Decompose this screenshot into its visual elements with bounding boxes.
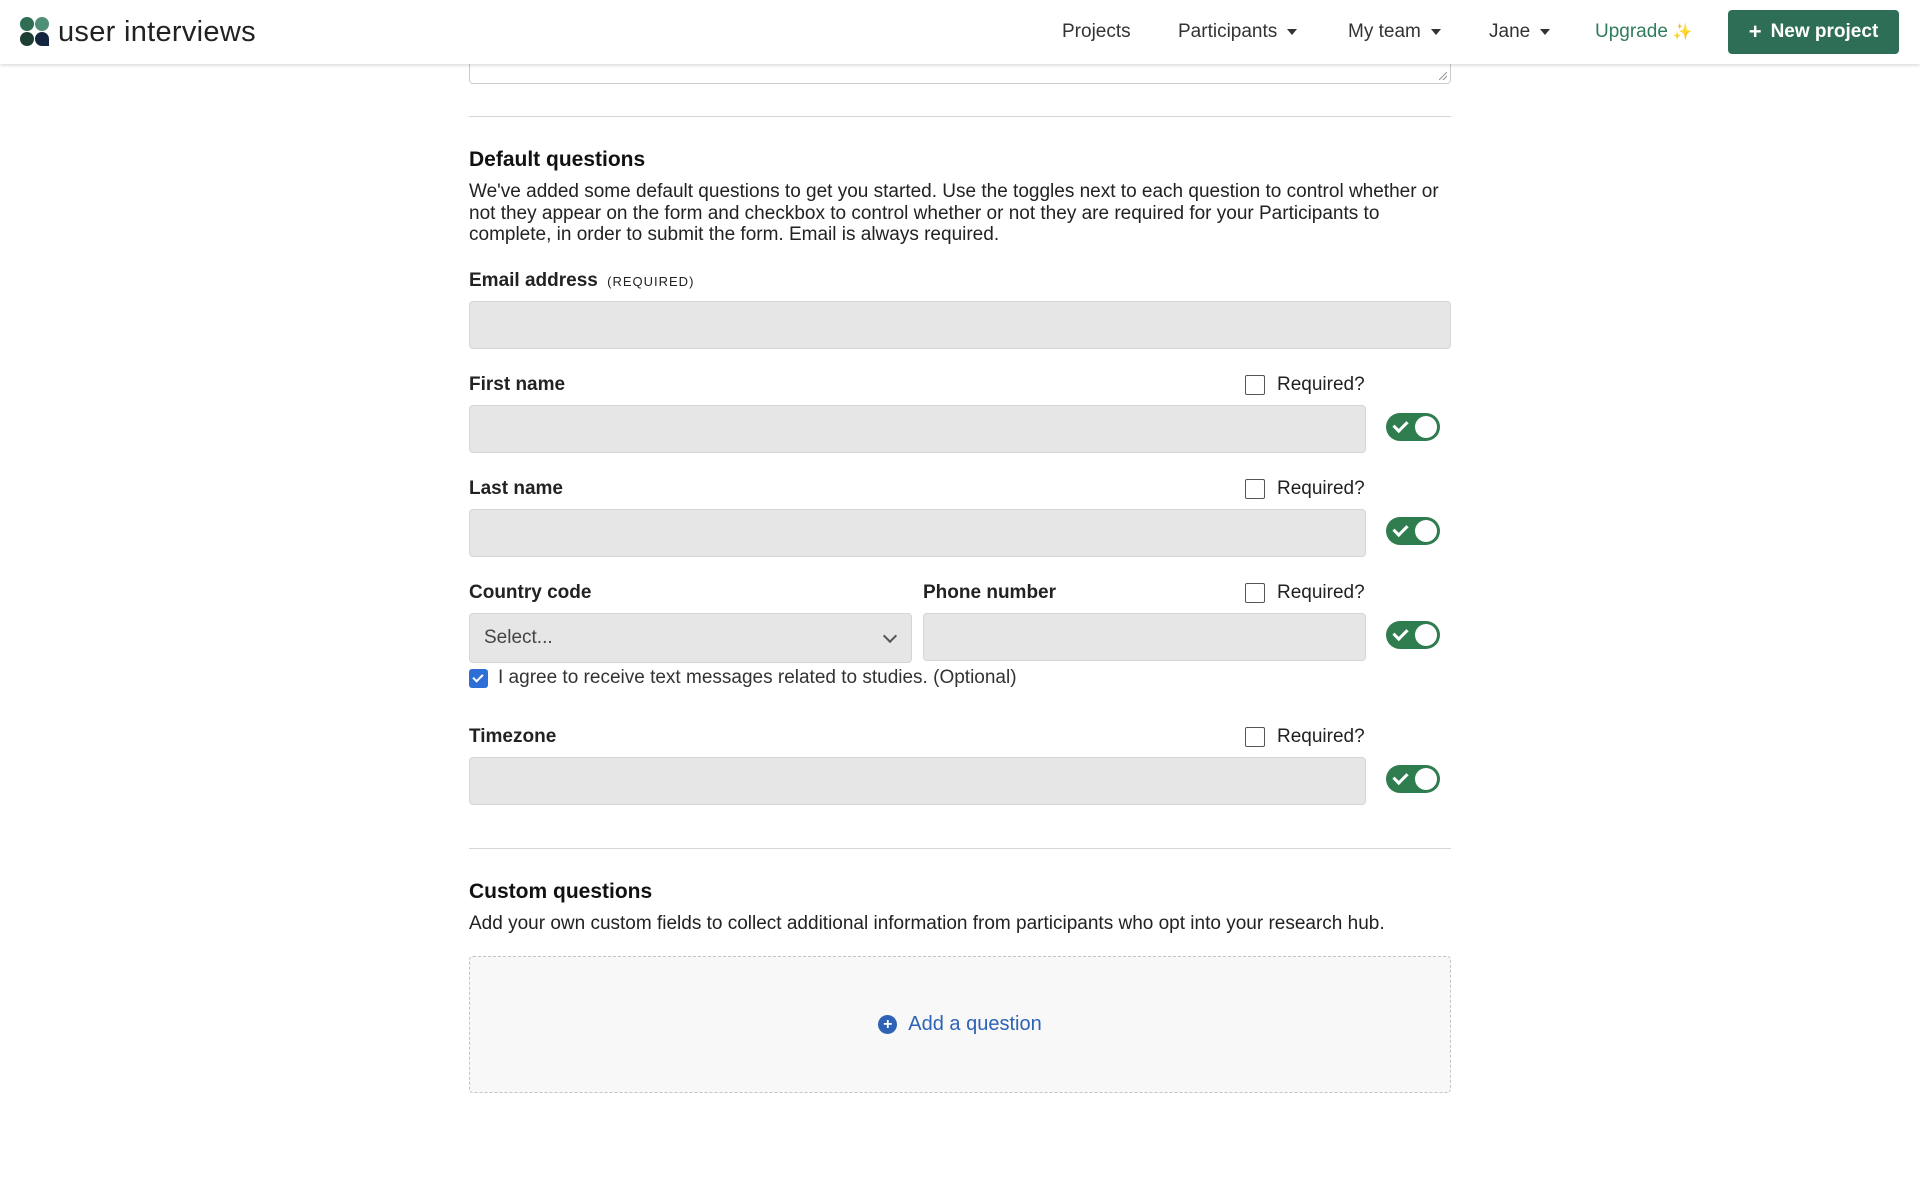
custom-questions-title: Custom questions	[469, 880, 653, 903]
last-name-label: Last name	[469, 478, 563, 499]
first-name-toggle[interactable]	[1386, 413, 1440, 441]
nav-projects-label: Projects	[1062, 21, 1131, 42]
section-divider	[469, 848, 1451, 849]
nav-projects[interactable]	[1062, 0, 1131, 64]
add-question-label: Add a question	[908, 1013, 1042, 1035]
resize-handle-icon[interactable]	[1439, 72, 1447, 80]
plus-circle-icon: +	[878, 1015, 897, 1034]
timezone-field[interactable]	[469, 757, 1366, 805]
custom-questions-description: Add your own custom fields to collect additional information from participants who opt into your research hub.	[469, 913, 1385, 934]
nav-user-label: Jane	[1489, 21, 1531, 42]
toggle-knob	[1415, 624, 1437, 646]
sms-consent-label: I agree to receive text messages related to studies. (Optional)	[498, 667, 1017, 688]
add-question-dropzone[interactable]	[469, 956, 1451, 1093]
required-label: Required?	[1277, 374, 1365, 395]
caret-down-icon	[1431, 29, 1441, 35]
section-divider	[469, 116, 1451, 117]
email-field[interactable]	[469, 301, 1451, 349]
required-label: Required?	[1277, 582, 1365, 603]
logo-text: user interviews	[58, 15, 256, 48]
first-name-field[interactable]	[469, 405, 1366, 453]
nav-my-team-label: My team	[1348, 21, 1421, 42]
new-project-button[interactable]	[1728, 10, 1899, 54]
chevron-down-icon	[883, 629, 897, 643]
last-name-required-checkbox[interactable]	[1245, 478, 1365, 500]
checkbox-icon	[1245, 727, 1265, 747]
required-tag: (REQUIRED)	[607, 274, 695, 289]
email-label-text: Email address	[469, 270, 598, 291]
timezone-toggle[interactable]	[1386, 765, 1440, 793]
default-questions-description: We've added some default questions to get you started. Use the toggles next to each question to control whether or not they appear on the form and checkbox to control whether or not they are required for your Participants to complete, in order to submit the form. Email is always required.	[469, 181, 1439, 245]
sms-consent-checkbox[interactable]	[469, 669, 488, 688]
sparkle-icon: ✨	[1672, 24, 1693, 41]
top-nav	[0, 0, 1920, 64]
check-icon	[1392, 417, 1408, 433]
nav-upgrade[interactable]	[1595, 0, 1693, 64]
country-code-label: Country code	[469, 582, 592, 603]
first-name-required-checkbox[interactable]	[1245, 374, 1365, 396]
default-questions-title: Default questions	[469, 148, 646, 171]
country-code-select[interactable]	[469, 613, 912, 663]
phone-required-checkbox[interactable]	[1245, 582, 1365, 604]
timezone-label: Timezone	[469, 726, 557, 747]
checkbox-icon	[1245, 375, 1265, 395]
first-name-label: First name	[469, 374, 566, 395]
check-icon	[1392, 769, 1408, 785]
nav-participants[interactable]	[1178, 0, 1297, 64]
add-question-button[interactable]	[878, 1013, 1041, 1036]
check-icon	[1392, 521, 1408, 537]
nav-upgrade-label: Upgrade	[1595, 21, 1668, 42]
phone-number-field[interactable]	[923, 613, 1366, 661]
country-code-value: Select...	[484, 627, 553, 648]
required-label: Required?	[1277, 726, 1365, 747]
phone-number-label: Phone number	[923, 582, 1057, 603]
caret-down-icon	[1287, 29, 1297, 35]
plus-icon: +	[1748, 19, 1762, 44]
sms-consent-row[interactable]	[469, 667, 1017, 689]
check-icon	[1392, 625, 1408, 641]
last-name-toggle[interactable]	[1386, 517, 1440, 545]
email-label	[469, 270, 694, 292]
toggle-knob	[1415, 416, 1437, 438]
toggle-knob	[1415, 520, 1437, 542]
phone-toggle[interactable]	[1386, 621, 1440, 649]
toggle-knob	[1415, 768, 1437, 790]
caret-down-icon	[1540, 29, 1550, 35]
required-label: Required?	[1277, 478, 1365, 499]
nav-user-menu[interactable]	[1489, 0, 1550, 64]
timezone-required-checkbox[interactable]	[1245, 726, 1365, 748]
last-name-field[interactable]	[469, 509, 1366, 557]
new-project-label: New project	[1770, 21, 1879, 42]
checkbox-icon	[1245, 583, 1265, 603]
nav-my-team[interactable]	[1348, 0, 1441, 64]
logo-icon	[20, 17, 50, 47]
logo[interactable]	[20, 15, 256, 49]
checkbox-icon	[1245, 479, 1265, 499]
nav-participants-label: Participants	[1178, 21, 1278, 42]
